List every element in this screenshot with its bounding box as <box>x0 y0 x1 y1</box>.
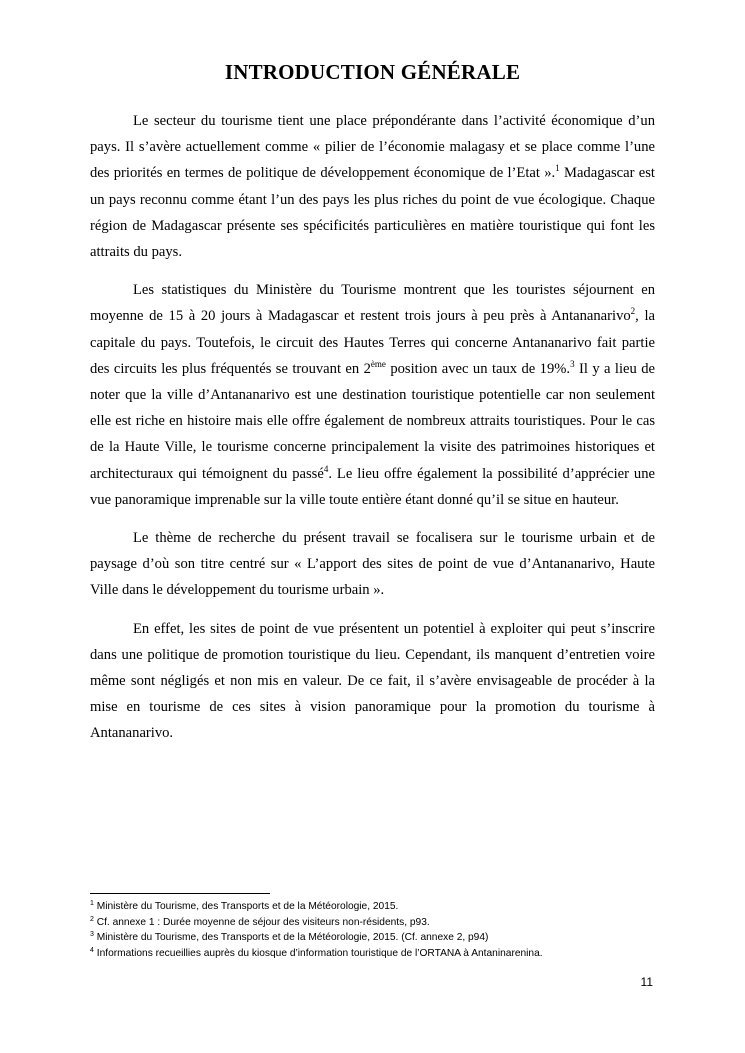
footnote-1 <box>90 899 670 915</box>
paragraph-2 <box>90 277 655 513</box>
footnote-ref-1: 1 <box>555 163 560 174</box>
footnote-mark: 2 <box>90 915 94 923</box>
footnote-4 <box>90 946 670 962</box>
footnote-text: Ministère du Tourisme, des Transports et de la Météorologie, 2015. (Cf. annexe 2, p94) <box>93 932 489 944</box>
footnote-text: Informations recueillies auprès du kiosque d’information touristique de l’ORTANA à Antaninarenina. <box>93 947 543 959</box>
footnotes <box>90 899 670 961</box>
footnote-3 <box>90 930 670 946</box>
body-text <box>90 108 655 759</box>
paragraph-text: Le secteur du tourisme tient une place prépondérante dans l’activité économique d’un pays. Il s’avère actuellement comme « pilier de l’économie malagasy et se place comme l’une des priorités en termes de politique de développement économique de l’Etat ». <box>90 113 655 182</box>
footnote-ref-2: 2 <box>630 306 636 317</box>
page-title: INTRODUCTION GÉNÉRALE <box>224 60 521 84</box>
footnote-mark: 1 <box>90 900 94 907</box>
paragraph-text: Madagascar est un pays reconnu comme étant l’un des pays les plus riches du point de vue écologique. Chaque région de Madagascar présente ses spécificités particulières en matière touristique qui font les attraits du pays. <box>90 165 655 261</box>
footnote-text: Cf. annexe 1 : Durée moyenne de séjour des visiteurs non-résidents, p93. <box>93 916 430 928</box>
paragraph-text: Le thème de recherche du présent travail se focalisera sur le tourisme urbain et de paysage d’où son titre centré sur « L’apport des sites de point de vue d’Antananarivo, Haute Ville dans le développement du tourisme urbain ». <box>90 530 655 599</box>
paragraph-4 <box>90 616 655 747</box>
paragraph-text: En effet, les sites de point de vue présentent un potentiel à exploiter qui peut s’inscrire dans une politique de promotion touristique du lieu. Cependant, ils manquent d’entretien voire même sont négligés et non mis en valeur. De ce fait, il s’avère envisageable de procéder à la mise en tourisme de ces sites à vision panoramique pour la promotion du tourisme à Antananarivo. <box>90 620 655 742</box>
ordinal-superscript: ème <box>370 358 386 369</box>
footnote-mark: 3 <box>90 931 94 939</box>
paragraph-text: position avec un taux de 19%. <box>385 360 571 377</box>
page-number: 11 <box>640 975 653 989</box>
paragraph-3 <box>90 525 655 604</box>
paragraph-text: Les statistiques du Ministère du Tourisme montrent que les touristes séjournent en moyenne de 15 à 20 jours à Madagascar et restent trois jours à peu près à Antananarivo <box>90 282 655 325</box>
footnote-2 <box>90 915 670 931</box>
footnote-mark: 4 <box>90 946 94 954</box>
paragraph-text: , la capitale du pays. Toutefois, le circuit des Hautes Terres qui concerne Antananarivo fait partie des circuits les plus fréquentés se trouvant en 2 <box>90 308 655 377</box>
footnote-ref-3: 3 <box>570 358 575 369</box>
footnote-text: Ministère du Tourisme, des Transports et de la Météorologie, 2015. <box>93 901 399 912</box>
paragraph-text: Il y a lieu de noter que la ville d’Antananarivo est une destination touristique potentielle car non seulement elle est riche en histoire mais elle offre également de nombreux attraits touristiques. Pour le cas de la Haute Ville, le tourisme concerne principalement la visite des patrimoines historiques et architecturaux qui témoignent du passé <box>90 360 656 482</box>
paragraph-1 <box>90 108 655 265</box>
footnote-ref-4: 4 <box>323 463 329 474</box>
paragraph-text: . Le lieu offre également la possibilité d’apprécier une vue panoramique imprenable sur la ville toute entière étant donné qu’il se situe en hauteur. <box>90 465 656 508</box>
footnote-separator <box>90 893 270 894</box>
